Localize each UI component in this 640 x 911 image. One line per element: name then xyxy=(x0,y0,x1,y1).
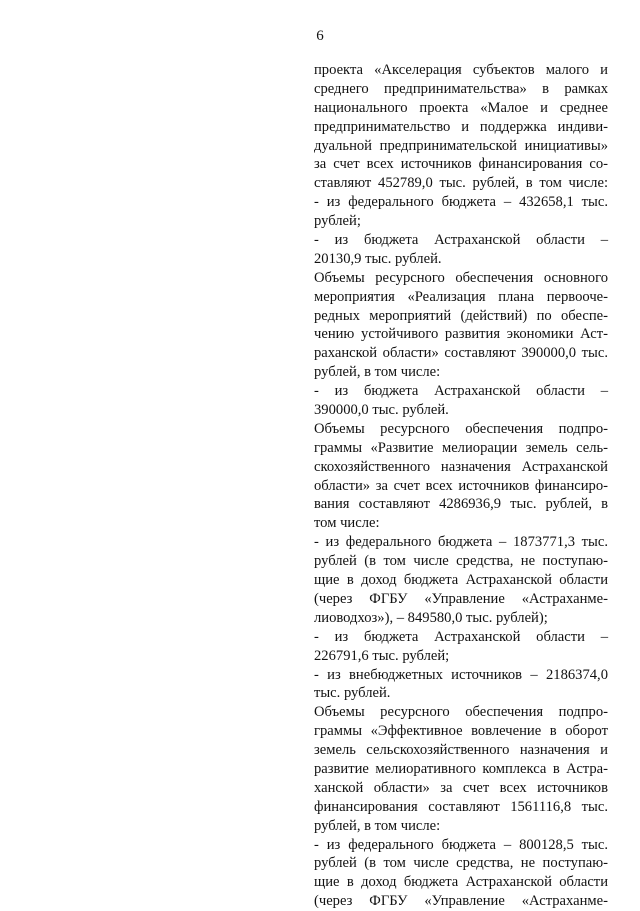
text-line: - из бюджета Астраханской области – xyxy=(314,628,608,645)
text-line: области» за счет всех источников финансиро- xyxy=(314,477,608,494)
text-line: финансирования составляют 1561116,8 тыс. xyxy=(314,798,608,815)
text-line: раханской области» составляют 390000,0 тыс. xyxy=(314,345,608,362)
text-line: Объемы ресурсного обеспечения подпро- xyxy=(314,420,608,437)
text-line: том числе: xyxy=(314,515,380,532)
text-line: щие в доход бюджета Астраханской области xyxy=(314,874,608,891)
text-line: национального проекта «Малое и среднее xyxy=(314,99,608,116)
page-number: 6 xyxy=(316,28,324,44)
text-line: тыс. рублей. xyxy=(314,685,391,702)
text-line: - из федерального бюджета – 432658,1 тыс. xyxy=(314,194,608,211)
text-line: щие в доход бюджета Астраханской области xyxy=(314,572,608,589)
program-funding-text xyxy=(314,61,608,911)
text-line: граммы «Эффективное вовлечение в оборот xyxy=(314,723,608,740)
text-line: 390000,0 тыс. рублей. xyxy=(314,402,449,419)
text-line: Объемы ресурсного обеспечения подпро- xyxy=(314,704,608,721)
text-line: рублей (в том числе средства, не поступаю- xyxy=(314,553,608,570)
text-line: 226791,6 тыс. рублей; xyxy=(314,647,450,664)
text-line: ханской области» за счет всех источников xyxy=(314,779,608,796)
text-line: за счет всех источников финансирования со- xyxy=(314,156,608,173)
text-line: 20130,9 тыс. рублей. xyxy=(314,250,442,267)
text-line: - из федерального бюджета – 1873771,3 тыс. xyxy=(314,534,608,551)
text-line: предпринимательство и поддержка индиви- xyxy=(314,118,608,135)
text-line: - из бюджета Астраханской области – xyxy=(314,232,608,249)
text-line: (через ФГБУ «Управление «Астраханме- xyxy=(314,893,608,910)
text-line: рублей (в том числе средства, не поступаю- xyxy=(314,855,608,872)
text-line: - из бюджета Астраханской области – xyxy=(314,383,608,400)
text-line: - из федерального бюджета – 800128,5 тыс. xyxy=(314,836,608,853)
text-line: рублей; xyxy=(314,213,361,230)
text-line: - из внебюджетных источников – 2186374,0 xyxy=(314,666,608,683)
text-line: мероприятия «Реализация плана первооче- xyxy=(314,288,608,305)
text-line: (через ФГБУ «Управление «Астраханме- xyxy=(314,590,608,607)
text-line: лиоводхоз»), – 849580,0 тыс. рублей); xyxy=(314,609,548,626)
text-line: развитие мелиоративного комплекса в Астра- xyxy=(314,760,608,777)
text-line: вания составляют 4286936,9 тыс. рублей, в xyxy=(314,496,608,513)
text-line: рублей, в том числе: xyxy=(314,364,441,381)
text-line: ставляют 452789,0 тыс. рублей, в том числе: xyxy=(314,175,608,192)
text-line: среднего предпринимательства» в рамках xyxy=(314,80,608,97)
text-line: Объемы ресурсного обеспечения основного xyxy=(314,269,608,286)
text-line: чению устойчивого развития экономики Аст- xyxy=(314,326,608,343)
text-line: редных мероприятий (действий) по обеспе- xyxy=(314,307,608,324)
text-line: граммы «Развитие мелиорации земель сель- xyxy=(314,439,608,456)
text-line: проекта «Акселерация субъектов малого и xyxy=(314,62,608,78)
text-line: рублей, в том числе: xyxy=(314,817,441,834)
text-line: скохозяйственного назначения Астраханской xyxy=(314,458,608,475)
text-line: земель сельскохозяйственного назначения и xyxy=(314,742,608,759)
text-line: дуальной предпринимательской инициативы» xyxy=(314,137,608,154)
